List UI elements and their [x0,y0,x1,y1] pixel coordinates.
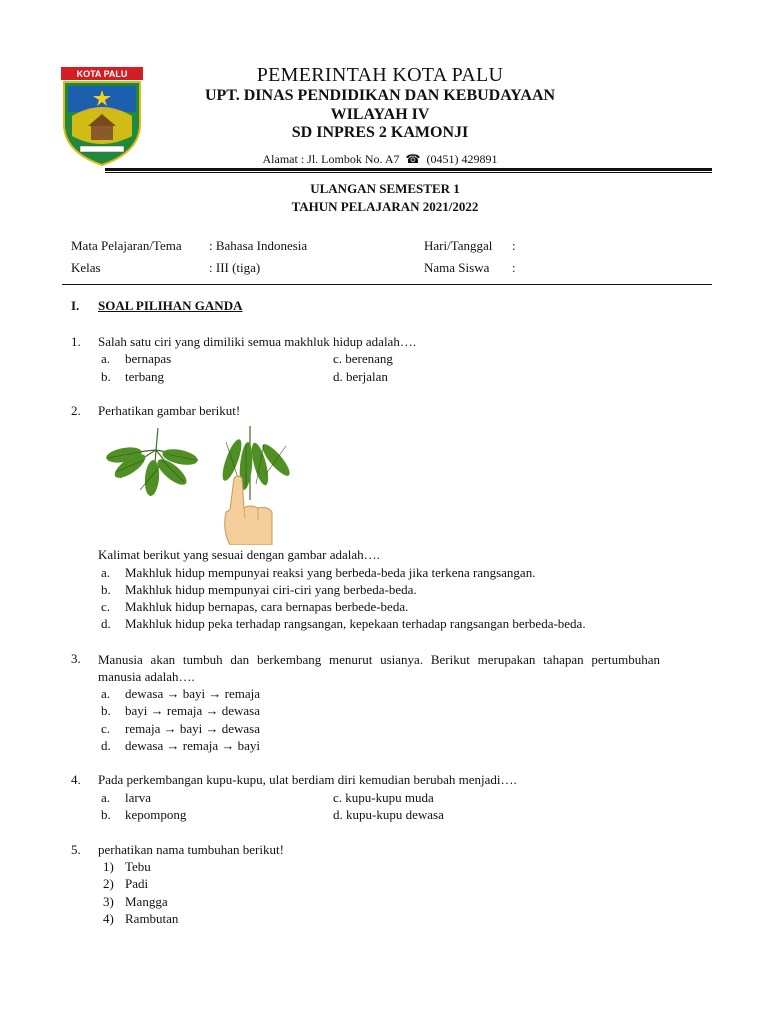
q4-option-a: larva [125,790,151,805]
q4-option-c: c. kupu-kupu muda [333,790,434,805]
q5-item-3: Mangga [125,894,168,909]
q2-option-c: Makhluk hidup bernapas, cara bernapas berbede-beda. [125,599,409,614]
letterhead-rule-thin [105,172,712,173]
question-3-number: 3. [71,651,81,666]
section-number: I. [71,298,80,313]
info-divider [62,284,712,285]
question-5-number: 5. [71,842,81,857]
section-title [98,298,242,314]
q1-option-a-letter: a. [101,351,111,366]
q5-item-2: Padi [125,876,149,891]
class-label: Kelas [71,260,101,275]
crest-label: KOTA PALU [76,69,128,79]
q5-item-3-number: 3) [103,894,114,909]
q2-option-a-letter: a. [101,565,111,580]
q3-option-a-letter: a. [101,686,111,701]
question-5-text: perhatikan nama tumbuhan berikut! [98,842,284,857]
q2-option-b-letter: b. [101,582,111,597]
question-2-text: Perhatikan gambar berikut! [98,403,241,418]
q3-option-c: remaja → bayi → dewasa [125,721,261,736]
student-name-value: : [512,260,516,275]
school-name: SD INPRES 2 KAMONJI [291,124,469,141]
government-name: PEMERINTAH KOTA PALU [256,64,504,86]
question-1-text: Salah satu ciri yang dimiliki semua makhluk hidup adalah…. [98,334,417,349]
q1-option-c: c. berenang [333,351,393,366]
q3-option-d-letter: d. [101,738,111,753]
q3-option-b-letter: b. [101,703,111,718]
q5-item-1-number: 1) [103,859,114,874]
kota-palu-crest-logo [60,66,144,166]
subject-value: : Bahasa Indonesia [209,238,308,253]
q2-option-a: Makhluk hidup mempunyai reaksi yang berbeda-beda jika terkena rangsangan. [125,565,536,580]
q3-option-a: dewasa → bayi → remaja [125,686,261,701]
q3-option-d: dewasa → remaja → bayi [125,738,261,753]
section-title-text: SOAL PILIHAN GANDA [98,298,243,313]
question-2-number: 2. [71,403,81,418]
q1-option-b: terbang [125,369,164,384]
exam-title: ULANGAN SEMESTER 1 [310,181,460,196]
question-4-text: Pada perkembangan kupu-kupu, ulat berdiam diri kemudian berubah menjadi…. [98,772,517,787]
student-name-label: Nama Siswa [424,260,490,275]
exam-year: TAHUN PELAJARAN 2021/2022 [291,199,479,214]
address: Alamat : Jl. Lombok No. A7 [262,152,400,166]
q2-option-d: Makhluk hidup peka terhadap rangsangan, kepekaan terhadap rangsangan berbeda-beda. [125,616,586,631]
q3-option-c-letter: c. [101,721,111,736]
q2-option-c-letter: c. [101,599,111,614]
phone-number: (0451) 429891 [426,152,498,166]
q5-item-1: Tebu [125,859,151,874]
q1-option-d: d. berjalan [333,369,388,384]
question-3-text: Manusia akan tumbuh dan berkembang menurut usianya. Berikut merupakan tahapan pertumbuhan manusia adalah…. [98,652,660,684]
question-2-prompt: Kalimat berikut yang sesuai dengan gambar adalah…. [98,547,380,562]
q1-option-b-letter: b. [101,369,111,384]
question-4-number: 4. [71,772,81,787]
mimosa-plant-illustration [100,420,298,545]
q4-option-d: d. kupu-kupu dewasa [333,807,444,822]
q5-item-2-number: 2) [103,876,114,891]
day-value: : [512,238,516,253]
letterhead-rule-thick [105,168,712,171]
region-name: WILAYAH IV [330,106,430,123]
class-value: : III (tiga) [209,260,261,275]
agency-name: UPT. DINAS PENDIDIKAN DAN KEBUDAYAAN [204,87,556,104]
q4-option-a-letter: a. [101,790,111,805]
q1-option-a: bernapas [125,351,172,366]
phone-icon: ☎ [402,152,424,166]
q4-option-b-letter: b. [101,807,111,822]
q3-option-b: bayi → remaja → dewasa [125,703,261,718]
q2-option-b: Makhluk hidup mempunyai ciri-ciri yang berbeda-beda. [125,582,417,597]
q5-item-4: Rambutan [125,911,179,926]
day-label: Hari/Tanggal [424,238,493,253]
q2-option-d-letter: d. [101,616,111,631]
q4-option-b: kepompong [125,807,187,822]
subject-label: Mata Pelajaran/Tema [71,238,182,253]
question-1-number: 1. [71,334,81,349]
q5-item-4-number: 4) [103,911,114,926]
address-line [150,152,610,167]
